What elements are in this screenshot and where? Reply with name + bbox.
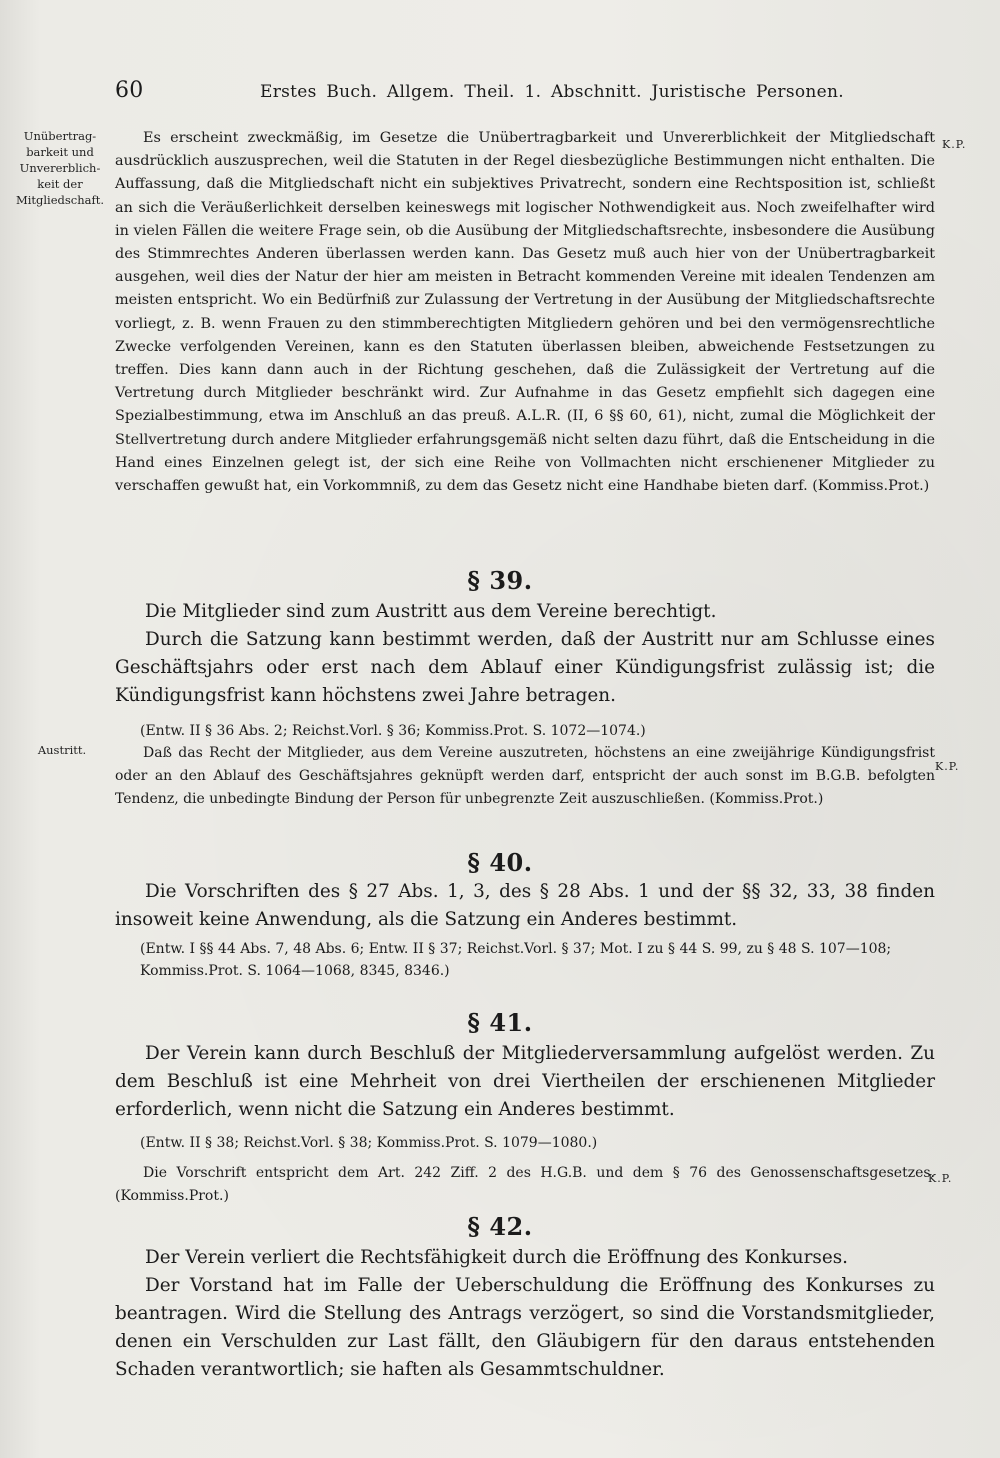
running-title: Erstes Buch. Allgem. Theil. 1. Abschnitt. Juristische Personen. [260, 82, 844, 102]
section-39-para-1: Die Mitglieder sind zum Austritt aus dem Vereine berechtigt. [145, 601, 717, 622]
kp-mark-3: K.P. [928, 1172, 953, 1185]
section-42-heading: § 42. [467, 1212, 533, 1241]
section-41-para-1: Der Verein kann durch Beschluß der Mitgliederversammlung aufgelöst werden. Zu dem Beschluß ist eine Mehrheit von drei Viertheilen der erschienenen Mitglieder erforderlich, wenn nicht die Satzung ein Anderes bestimmt. [115, 1043, 935, 1120]
section-41-commentary-text: Die Vorschrift entspricht dem Art. 242 Ziff. 2 des H.G.B. und dem § 76 des Genossenschaftsgesetzes. (Kommiss.Prot.) [115, 1165, 935, 1204]
intro-commentary [115, 127, 935, 498]
margin-note-unuebertragbarkeit: Unübertrag- barkeit und Unvererblich- keit der Mitgliedschaft. [15, 129, 105, 207]
margin-note-austritt: Austritt. [37, 743, 87, 757]
section-40-heading: § 40. [467, 848, 533, 877]
section-39-reference: (Entw. II § 36 Abs. 2; Reichst.Vorl. § 36; Kommiss.Prot. S. 1072—1074.) [140, 723, 646, 739]
section-39-para-2: Durch die Satzung kann bestimmt werden, daß der Austritt nur am Schlusse eines Geschäftsjahrs oder erst nach dem Ablauf einer Kündigungsfrist zulässig ist; die Kündigungsfrist kann höchstens zwei Jahre betragen. [115, 629, 935, 706]
section-40-para-1: Die Vorschriften des § 27 Abs. 1, 3, des § 28 Abs. 1 und der §§ 32, 33, 38 finden insoweit keine Anwendung, als die Satzung ein Anderes bestimmt. [115, 881, 935, 930]
intro-commentary-text: Es erscheint zweckmäßig, im Gesetze die Unübertragbarkeit und Unvererblichkeit der Mitgliedschaft ausdrücklich auszusprechen, weil die Statuten in der Regel diesbezügliche Bestimmungen nicht enthalten. Die Auffassung, daß die Mitgliedschaft nicht ein subjektives Privatrecht, sondern eine Rechtsposition ist, schließt an sich die Veräußerlichkeit derselben keineswegs mit logischer Nothwendigkeit aus. Noch zweifelhafter wird in vielen Fällen die weitere Frage sein, ob die Ausübung der Mitgliedschaftsrechte, insbesondere die Ausübung des Stimmrechtes Anderen überlassen werden kann. Das Gesetz muß auch hier von der Unübertragbarkeit ausgehen, weil dies der Natur der hier am meisten in Betracht kommenden Vereine mit idealen Tendenzen am meisten entspricht. Wo ein Bedürfniß zur Zulassung der Vertretung in der Ausübung der Mitgliedschaftsrechte vorliegt, z. B. wenn Frauen zu den stimmberechtigten Mitgliedern gehören und bei den vermögensrechtliche Zwecke verfolgenden Vereinen, kann es den Statuten überlassen bleiben, abweichende Festsetzungen zu treffen. Dies kann dann auch in der Richtung geschehen, daß die Zulässigkeit der Vertretung auf die Vertretung durch Mitglieder beschränkt wird. Zur Aufnahme in das Gesetz empfiehlt sich dagegen eine Spezialbestimmung, etwa im Anschluß an das preuß. A.L.R. (II, 6 §§ 60, 61), nicht, zumal die Möglichkeit der Stellvertretung durch andere Mitglieder erfahrungsgemäß nicht selten dazu führt, daß die Entscheidung in die Hand eines Einzelnen gelegt ist, der sich eine Reihe von Vollmachten nicht erschienener Mitglieder zu verschaffen gewußt hat, ein Vorkommniß, zu dem das Gesetz nicht eine Handhabe bieten darf. (Kommiss.Prot.) [115, 130, 935, 495]
kp-mark-1: K.P. [942, 138, 967, 151]
section-42-para-2: Der Vorstand hat im Falle der Ueberschuldung die Eröffnung des Konkurses zu beantragen. Wird die Stellung des Antrags verzögert, so sind die Vorstandsmitglieder, denen ein Verschulden zur Last fällt, den Gläubigern für den daraus entstehenden Schaden verantwortlich; sie haften als Gesammtschuldner. [115, 1275, 935, 1380]
section-41-commentary [115, 1162, 935, 1208]
section-39-text [115, 598, 935, 710]
section-42-para-1: Der Verein verliert die Rechtsfähigkeit durch die Eröffnung des Konkurses. [145, 1247, 849, 1268]
section-41-text [115, 1040, 935, 1124]
section-40-reference: (Entw. I §§ 44 Abs. 7, 48 Abs. 6; Entw. II § 37; Reichst.Vorl. § 37; Mot. I zu § 44 S. 99, zu § 48 S. 107—108; Kommiss.Prot. S. 1064—1068, 8345, 8346.) [140, 941, 892, 979]
section-39-commentary-text: Daß das Recht der Mitglieder, aus dem Vereine auszutreten, höchstens an eine zweijährige Kündigungsfrist oder an den Ablauf des Geschäftsjahres geknüpft werden darf, entspricht der auch sonst im B.G.B. befolgten Tendenz, die unbedingte Bindung der Person für unbegrenzte Zeit auszuschließen. (Kommiss.Prot.) [115, 745, 935, 807]
kp-mark-2: K.P. [935, 760, 960, 773]
page-header [115, 78, 935, 108]
section-41-reference: (Entw. II § 38; Reichst.Vorl. § 38; Kommiss.Prot. S. 1079—1080.) [140, 1135, 598, 1151]
section-39-commentary [115, 742, 935, 810]
section-40-text [115, 878, 935, 934]
section-39-heading: § 39. [467, 566, 533, 595]
section-42-text [115, 1244, 935, 1384]
page-number: 60 [115, 78, 144, 103]
section-41-heading: § 41. [467, 1008, 533, 1037]
